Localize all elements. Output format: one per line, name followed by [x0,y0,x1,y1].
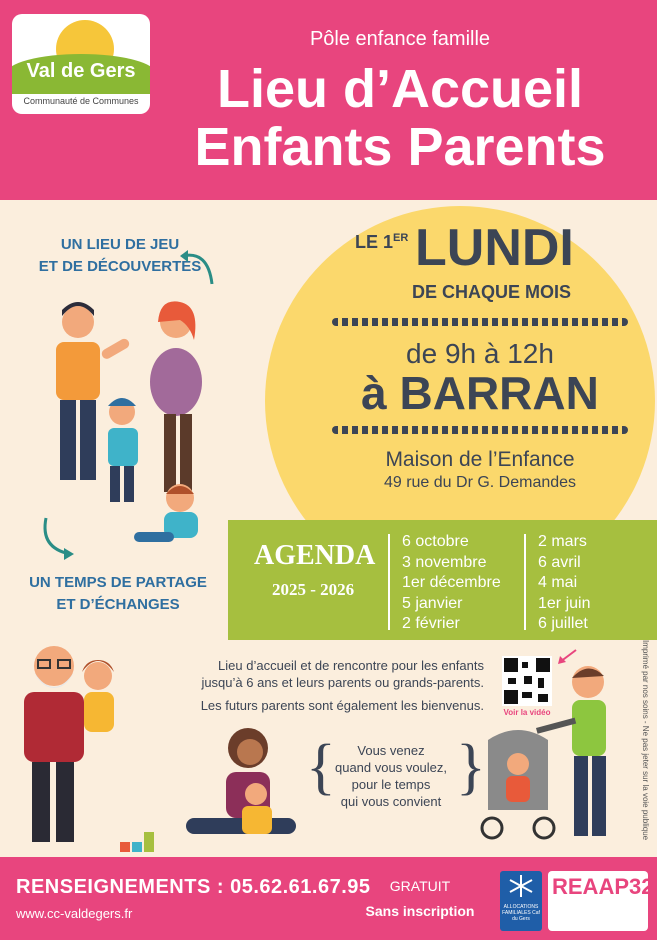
feature-play-line-1: UN LIEU DE JEU [60,236,180,253]
agenda-column-2 [538,532,590,635]
feature-share-line-2: ET D’ÉCHANGES [56,596,180,613]
feature-play-line-2: ET DE DÉCOUVERTES [38,258,202,275]
agenda-date: 1er juin [538,594,591,612]
sans-inscription-label: Sans inscription [365,903,475,919]
curved-arrow-icon [178,246,218,292]
feature-share [18,572,218,616]
agenda-date: 5 janvier [402,594,463,612]
wavy-divider-2 [332,426,628,434]
header-subtitle: Pôle enfance famille [309,28,491,50]
quote-line-2: quand vous voulez, [334,760,448,775]
title-line-2: Enfants Parents [194,117,606,177]
agenda-date: 6 juillet [538,615,588,632]
logo-subtitle: Communauté de Communes [23,96,139,106]
caf-logo [500,871,542,931]
quote-line-4: qui vous convient [340,794,442,809]
schedule-er: ER [393,232,409,244]
qr-label[interactable]: Voir la vidéo [503,708,551,717]
schedule-place: Maison de l’Enfance [385,448,575,471]
wavy-divider-1 [332,318,628,326]
schedule-address: 49 rue du Dr G. Demandes [383,474,577,491]
schedule-le: LE 1 [355,232,394,252]
info-line-2: jusqu’à 6 ans et leurs parents ou grands-parents. [201,675,484,690]
val-de-gers-logo [12,14,150,114]
title-line-1: Lieu d’Accueil [216,59,584,119]
agenda-separator-1 [388,534,390,630]
agenda-title: AGENDA [254,540,376,571]
schedule-lundi: LUNDI [415,219,574,277]
info-line-1: Lieu d’accueil et de rencontre pour les enfants [218,658,484,673]
toy-blocks-illustration [118,830,158,856]
feature-share-line-1: UN TEMPS DE PARTAGE [29,574,207,591]
info-text [150,657,484,691]
agenda-separator-2 [524,534,526,630]
agenda-date: 2 mars [538,533,587,550]
snowflake-icon [500,871,542,901]
schedule-le-1 [355,232,408,253]
father-stroller-illustration [478,660,628,856]
page-title [150,60,650,176]
agenda-date: 4 mai [538,574,578,591]
agenda-date: 2 février [402,615,460,632]
right-brace: } [456,733,486,801]
website-link[interactable]: www.cc-valdegers.fr [16,906,133,921]
logo-name: Val de Gers [26,60,136,82]
schedule-hours: de 9h à 12h [406,338,554,369]
schedule-chaque-mois: DE CHAQUE MOIS [412,282,572,302]
mother-child-illustration [176,724,316,856]
reaap-text: REAAP32 [552,874,654,899]
family-illustration [30,296,230,552]
agenda-column-1 [402,532,501,635]
grandparent-illustration [10,636,140,856]
info-line-3: Les futurs parents sont également les bienvenus. [200,698,484,713]
agenda-years: 2025 - 2026 [272,580,355,599]
quote-line-1: Vous venez [357,743,425,758]
agenda-date: 6 avril [538,553,581,571]
print-notice: Imprimé par nos soins - Ne pas jeter sur la voie publique [641,640,650,841]
quote-line-3: pour le temps [351,777,431,792]
agenda-date: 6 octobre [402,533,469,550]
quote-text [316,742,466,810]
gratuit-label: GRATUIT [389,878,451,894]
contact-phone[interactable]: RENSEIGNEMENTS : 05.62.61.67.95 [16,876,371,898]
schedule-town: à BARRAN [361,367,599,419]
caf-text: ALLOCATIONS FAMILIALES Caf du Gers [502,904,540,922]
agenda-date: 3 novembre [402,553,487,571]
left-brace: { [306,733,336,801]
agenda-date: 1er décembre [402,574,501,591]
